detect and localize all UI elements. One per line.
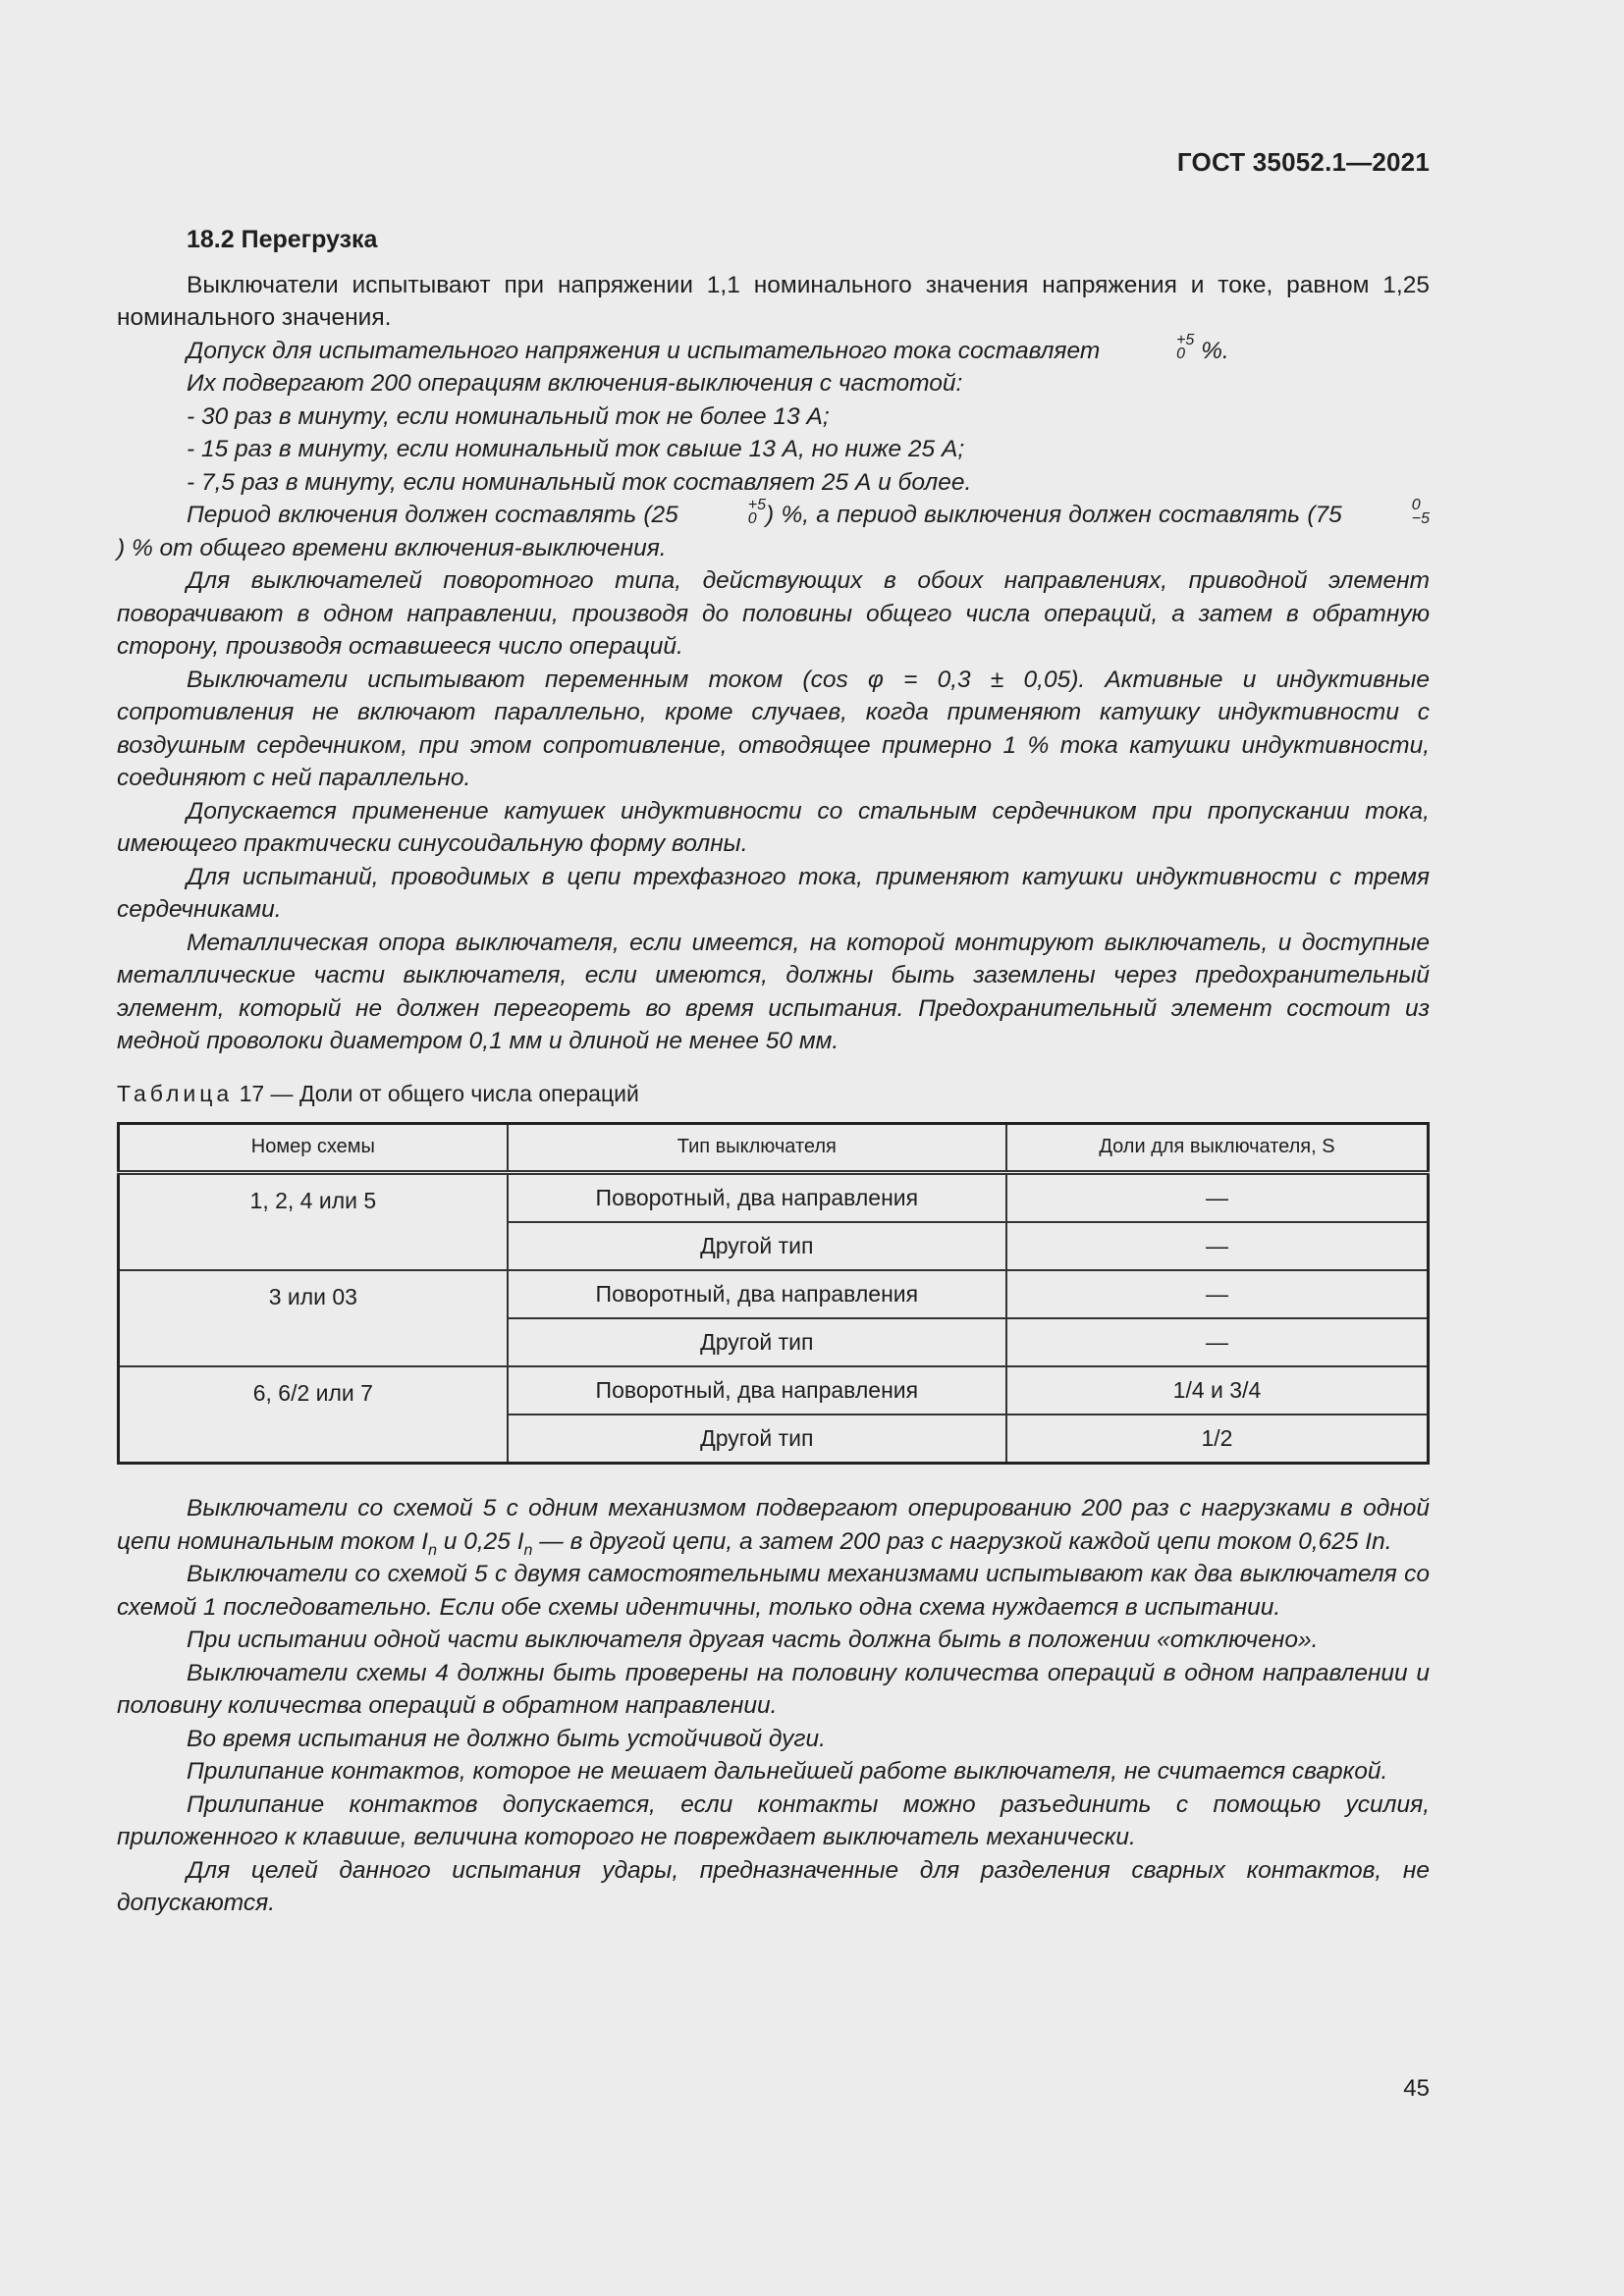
paragraph: Прилипание контактов допускается, если контакты можно разъединить с помощью усилия, приложенного к клавише, величина которого не повреждает выключатель механически. <box>117 1790 1430 1850</box>
paragraph: Их подвергают 200 операциям включения-выключения с частотой: <box>187 370 963 397</box>
paragraph: Прилипание контактов, которое не мешает дальнейшей работе выключателя, не считается сваркой. <box>187 1758 1388 1785</box>
list-item: - 30 раз в минуту, если номинальный ток не более 13 А; <box>187 402 830 430</box>
table-cell-share: — <box>1006 1173 1429 1223</box>
paragraph: При испытании одной части выключателя другая часть должна быть в положении «отключено». <box>187 1627 1319 1653</box>
paragraph: Выключатели со схемой 5 с одним механизмом подвергают оперированию 200 раз с нагрузками в одной цепи номинальным током $I_n$ и 0,25 $I_n$ — в другой цепи, а затем 200 раз с нагрузкой каждой цепи током 0,625 In. <box>117 1495 1430 1559</box>
page-content <box>117 224 1430 1920</box>
table-cell-scheme: 3 или 03 <box>119 1270 508 1366</box>
paragraph: Допускается применение катушек индуктивности со стальным сердечником при пропускании тока, имеющего практически синусоидальную форму волны. <box>117 797 1430 857</box>
table-cell-type: Поворотный, два направления <box>508 1173 1006 1223</box>
column-header: Номер схемы <box>119 1124 508 1173</box>
paragraph: Во время испытания не должно быть устойчивой дуги. <box>187 1725 826 1752</box>
column-header: Доли для выключателя, S <box>1006 1124 1429 1173</box>
page-number: 45 <box>1403 2075 1430 2102</box>
paragraph: Для выключателей поворотного типа, действующих в обоих направлениях, приводной элемент поворачивают в одном направлении, производя до половины общего числа операций, а затем в обратную сторону, производя оставшееся число операций. <box>117 567 1430 660</box>
table-cell-scheme: 1, 2, 4 или 5 <box>119 1173 508 1271</box>
list-item: - 15 раз в минуту, если номинальный ток свыше 13 А, но ниже 25 А; <box>187 436 965 462</box>
table-cell-type: Поворотный, два направления <box>508 1366 1006 1415</box>
paragraph: Выключатели схемы 4 должны быть проверены на половину количества операций в одном направлении и половину количества операций в обратном направлении. <box>117 1659 1430 1719</box>
paragraph: Период включения должен составлять (25 +5 0 ) %, а период выключения должен составлять (75 0 −5 ) % от общего времени включения-выключения. <box>117 496 1430 561</box>
table-cell-scheme: 6, 6/2 или 7 <box>119 1366 508 1464</box>
table-cell-share: 1/4 и 3/4 <box>1006 1366 1429 1415</box>
table-cell-type: Другой тип <box>508 1318 1006 1366</box>
table-cell-type: Другой тип <box>508 1222 1006 1270</box>
table-cell-share: — <box>1006 1270 1429 1318</box>
table-cell-share: — <box>1006 1318 1429 1366</box>
paragraph: Для целей данного испытания удары, предназначенные для разделения сварных контактов, не допускаются. <box>117 1856 1430 1916</box>
list-item: - 7,5 раз в минуту, если номинальный ток составляет 25 А и более. <box>187 468 972 496</box>
document-id: ГОСТ 35052.1—2021 <box>1176 147 1430 177</box>
table-caption: Таблица 17 — Доли от общего числа операций <box>117 1080 639 1106</box>
paragraph: Для испытаний, проводимых в цепи трехфазного тока, применяют катушки индуктивности с тремя сердечниками. <box>117 863 1430 923</box>
table-cell-share: — <box>1006 1222 1429 1270</box>
table-cell-type: Поворотный, два направления <box>508 1270 1006 1318</box>
post-table-text <box>117 1492 1430 1920</box>
table-row <box>119 1366 1429 1415</box>
paragraph: Выключатели со схемой 5 с двумя самостоятельными механизмами испытывают как два выключателя со схемой 1 последовательно. Если обе схемы идентичны, только одна схема нуждается в испытании. <box>117 1561 1430 1621</box>
operations-table <box>117 1122 1430 1465</box>
paragraph: Выключатели испытывают переменным током (cos φ = 0,3 ± 0,05). Активные и индуктивные сопротивления не включают параллельно, кроме случаев, когда применяют катушку индуктивности с воздушным сердечником, при этом сопротивление, отводящее примерно 1 % тока катушки индуктивности, соединяют с ней параллельно. <box>117 666 1430 791</box>
paragraph: Металлическая опора выключателя, если имеется, на которой монтируют выключатель, и доступные металлические части выключателя, если имеются, должны быть заземлены через предохранительный элемент, который не должен перегореть во время испытания. Предохранительный элемент состоит из медной проволоки диаметром 0,1 мм и длиной не менее 50 мм. <box>117 929 1430 1054</box>
table-header-row <box>119 1124 1429 1173</box>
table-row <box>119 1270 1429 1318</box>
table-cell-share: 1/2 <box>1006 1415 1429 1464</box>
paragraph: Выключатели испытывают при напряжении 1,1 номинального значения напряжения и токе, равном 1,25 номинального значения. <box>117 271 1430 331</box>
paragraph: Допуск для испытательного напряжения и испытательного тока составляет +5 0 %. <box>187 332 1229 364</box>
table-row <box>119 1173 1429 1223</box>
section-title: 18.2 Перегрузка <box>187 226 378 253</box>
column-header: Тип выключателя <box>508 1124 1006 1173</box>
table-cell-type: Другой тип <box>508 1415 1006 1464</box>
